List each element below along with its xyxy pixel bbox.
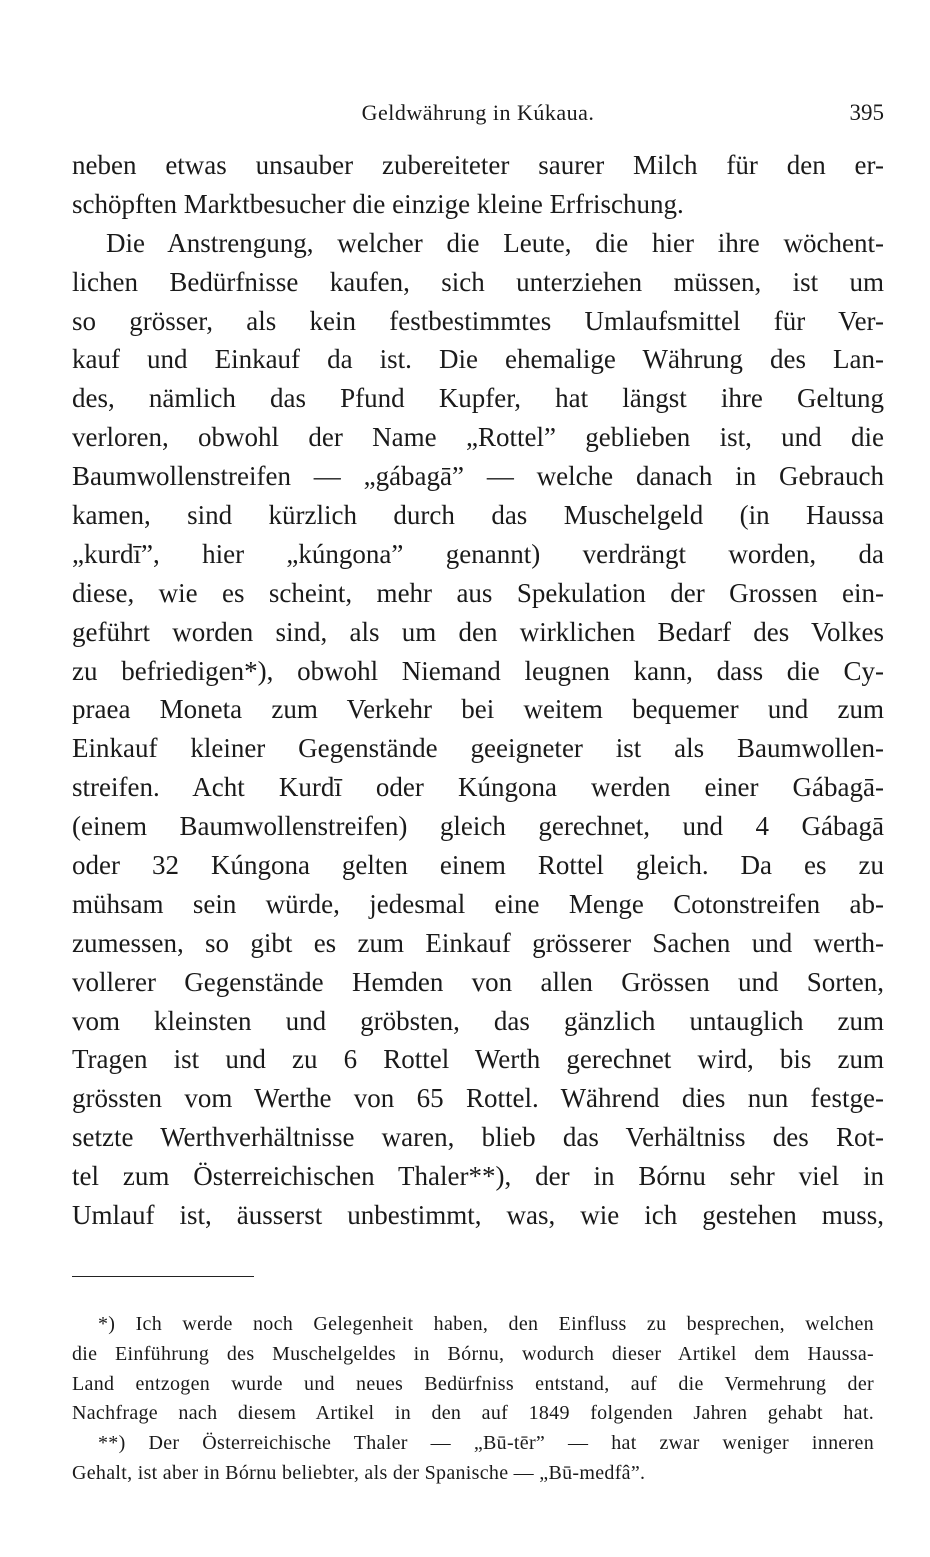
body-line: des, nämlich das Pfund Kupfer, hat längst ihre Geltung [72,383,884,414]
footnote-line: *) Ich werde noch Gelegenheit haben, den Einfluss zu besprechen, welchen [98,1313,874,1335]
footnote-line: die Einführung des Muschelgeldes in Bórnu, wodurch dieser Artikel dem Haussa- [72,1342,874,1365]
body-line: (einem Baumwollenstreifen) gleich gerechnet, und 4 Gábagā [72,811,884,842]
body-line: kamen, sind kürzlich durch das Muschelgeld (in Haussa [72,500,884,531]
body-line: grössten vom Werthe von 65 Rottel. Während dies nun festge- [72,1083,884,1114]
footnote-line: Gehalt, ist aber in Bórnu beliebter, als der Spanische — „Bū-medfâ”. [72,1461,646,1484]
footnote-rule [72,1276,254,1277]
body-line: setzte Werthverhältnisse waren, blieb das Verhältniss des Rot- [72,1122,884,1153]
body-line: vom kleinsten und gröbsten, das gänzlich untauglich zum [72,1005,884,1036]
body-line: diese, wie es scheint, mehr aus Spekulation der Grossen ein- [72,577,884,608]
body-line: mühsam sein würde, jedesmal eine Menge Cotonstreifen ab- [72,888,884,919]
footnote-line: **) Der Österreichische Thaler — „Bū-tēr” — hat zwar weniger inneren [98,1432,874,1455]
body-line: zumessen, so gibt es zum Einkauf grösserer Sachen und werth- [72,927,884,958]
body-line: „kurdī”, hier „kúngona” genannt) verdrängt worden, da [72,538,884,569]
body-line: kauf und Einkauf da ist. Die ehemalige Währung des Lan- [72,344,884,375]
body-line: Die Anstrengung, welcher die Leute, die hier ihre wöchent- [106,227,884,258]
running-title: Geldwährung in Kúkaua. [361,100,595,125]
body-line: oder 32 Kúngona gelten einem Rottel gleich. Da es zu [72,850,884,881]
body-line: lichen Bedürfnisse kaufen, sich unterziehen müssen, ist um [72,266,884,297]
body-line: Tragen ist und zu 6 Rottel Werth gerechnet wird, bis zum [72,1044,884,1075]
body-line: verloren, obwohl der Name „Rottel” geblieben ist, und die [72,422,884,453]
body-line: vollerer Gegenstände Hemden von allen Grössen und Sorten, [72,966,884,997]
body-line: streifen. Acht Kurdī oder Kúngona werden einer Gábagā- [72,772,884,803]
body-text [72,146,884,1235]
footnote-line: Land entzogen wurde und neues Bedürfniss entstand, auf die Vermehrung der [72,1372,874,1395]
footnote-line: Nachfrage nach diesem Artikel in den auf 1849 folgenden Jahren gehabt hat. [72,1402,874,1425]
body-line: tel zum Österreichischen Thaler**), der in Bórnu sehr viel in [72,1161,884,1192]
body-line: zu befriedigen*), obwohl Niemand leugnen kann, dass die Cy- [72,655,884,686]
body-line: geführt worden sind, als um den wirklichen Bedarf des Volkes [72,616,884,647]
running-head [72,100,884,136]
body-line: praea Moneta zum Verkehr bei weitem bequemer und zum [72,694,884,725]
page-number: 395 [849,100,884,125]
body-line: so grösser, als kein festbestimmtes Umlaufsmittel für Ver- [72,305,884,336]
body-line: Umlauf ist, äusserst unbestimmt, was, wie ich gestehen muss, [72,1200,884,1231]
body-line: Baumwollenstreifen — „gábagā” — welche danach in Gebrauch [72,461,884,492]
body-line: neben etwas unsauber zubereiteter saurer Milch für den er- [72,150,884,180]
footnotes [72,1310,874,1489]
body-line: Einkauf kleiner Gegenstände geeigneter ist als Baumwollen- [72,733,884,764]
body-line: schöpften Marktbesucher die einzige kleine Erfrischung. [72,188,684,219]
